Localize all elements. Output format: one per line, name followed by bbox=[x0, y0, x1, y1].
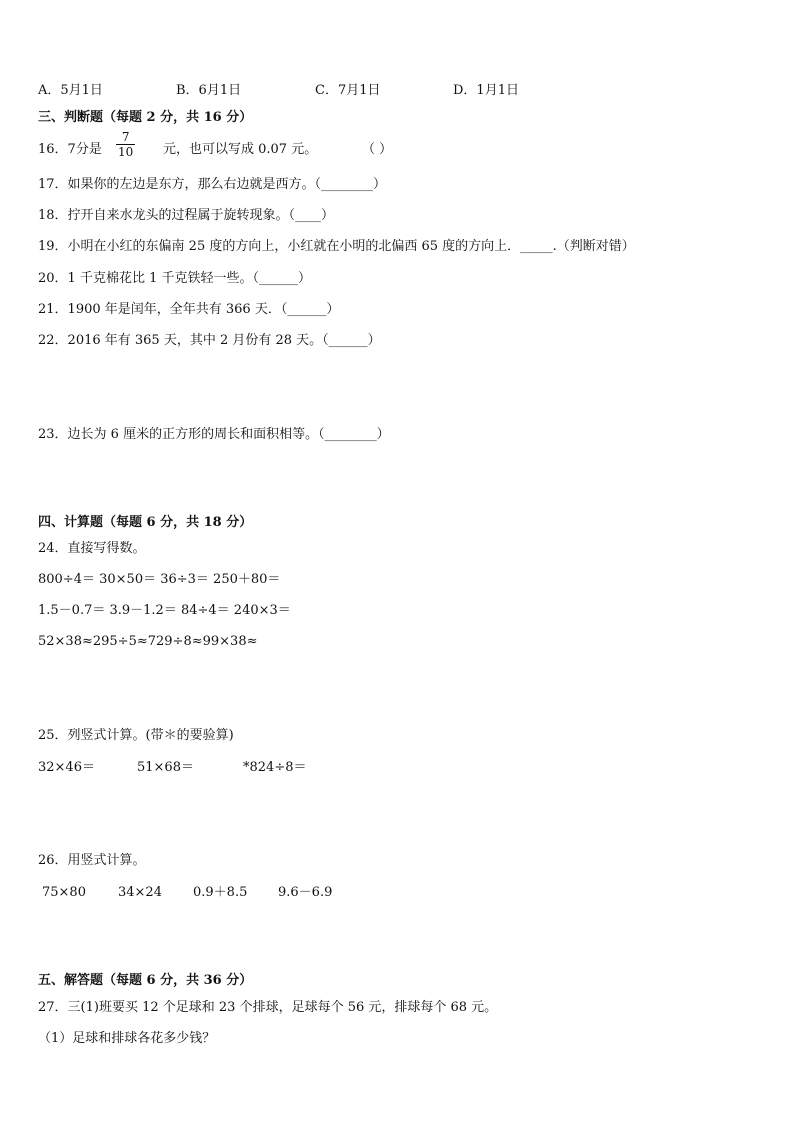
question-27: 27．三(1)班要买 12 个足球和 23 个排球，足球每个 56 元，排球每个 68 元。 bbox=[38, 1000, 498, 1015]
q16-prefix: 16．7分是 bbox=[38, 142, 102, 157]
q16-fraction bbox=[116, 130, 135, 159]
question-21: 21．1900 年是闰年，全年共有 366 天．（______） bbox=[38, 302, 340, 317]
question-17: 17．如果你的左边是东方，那么右边就是西方。（________） bbox=[38, 177, 387, 192]
q26-item: 9.6－6.9 bbox=[278, 885, 333, 900]
q25-item: 51×68＝ bbox=[137, 760, 194, 775]
section-3-title: 三、判断题（每题 2 分，共 16 分） bbox=[38, 110, 253, 125]
question-26-title: 26．用竖式计算。 bbox=[38, 853, 146, 868]
q24-row-3: 52×38≈295÷5≈729÷8≈99×38≈ bbox=[38, 634, 258, 649]
question-24-title: 24．直接写得数。 bbox=[38, 541, 146, 556]
option-c: C．7月1日 bbox=[315, 83, 381, 98]
q26-item: 34×24 bbox=[118, 885, 162, 900]
q26-item: 0.9＋8.5 bbox=[193, 885, 248, 900]
question-20: 20．1 千克棉花比 1 千克铁轻一些。（______） bbox=[38, 271, 311, 286]
question-22: 22．2016 年有 365 天，其中 2 月份有 28 天。（______） bbox=[38, 333, 381, 348]
fraction-numerator: 7 bbox=[121, 130, 130, 144]
option-b: B．6月1日 bbox=[176, 83, 242, 98]
q24-row-2: 1.5－0.7＝ 3.9－1.2＝ 84÷4＝ 240×3＝ bbox=[38, 603, 291, 618]
option-d: D．1月1日 bbox=[453, 83, 519, 98]
question-18: 18．拧开自来水龙头的过程属于旋转现象。（____） bbox=[38, 208, 335, 223]
question-25-title: 25．列竖式计算。(带＊的要验算) bbox=[38, 728, 234, 743]
question-27-sub-1: （1）足球和排球各花多少钱？ bbox=[38, 1031, 216, 1046]
question-23: 23．边长为 6 厘米的正方形的周长和面积相等。（________） bbox=[38, 427, 390, 442]
q16-suffix: 元，也可以写成 0.07 元。 bbox=[163, 142, 318, 157]
q16-answer-blank: （ ） bbox=[362, 142, 393, 157]
q25-item: 32×46＝ bbox=[38, 760, 95, 775]
fraction-denominator: 10 bbox=[118, 145, 134, 159]
question-19: 19．小明在小红的东偏南 25 度的方向上，小红就在小明的北偏西 65 度的方向上．_____.（判断对错） bbox=[38, 239, 635, 254]
section-4-title: 四、计算题（每题 6 分，共 18 分） bbox=[38, 515, 253, 530]
section-5-title: 五、解答题（每题 6 分，共 36 分） bbox=[38, 973, 253, 988]
option-a: A．5月1日 bbox=[38, 83, 103, 98]
q26-item: 75×80 bbox=[42, 885, 86, 900]
q24-row-1: 800÷4＝ 30×50＝ 36÷3＝ 250＋80＝ bbox=[38, 572, 281, 587]
q25-item: *824÷8＝ bbox=[243, 760, 307, 775]
